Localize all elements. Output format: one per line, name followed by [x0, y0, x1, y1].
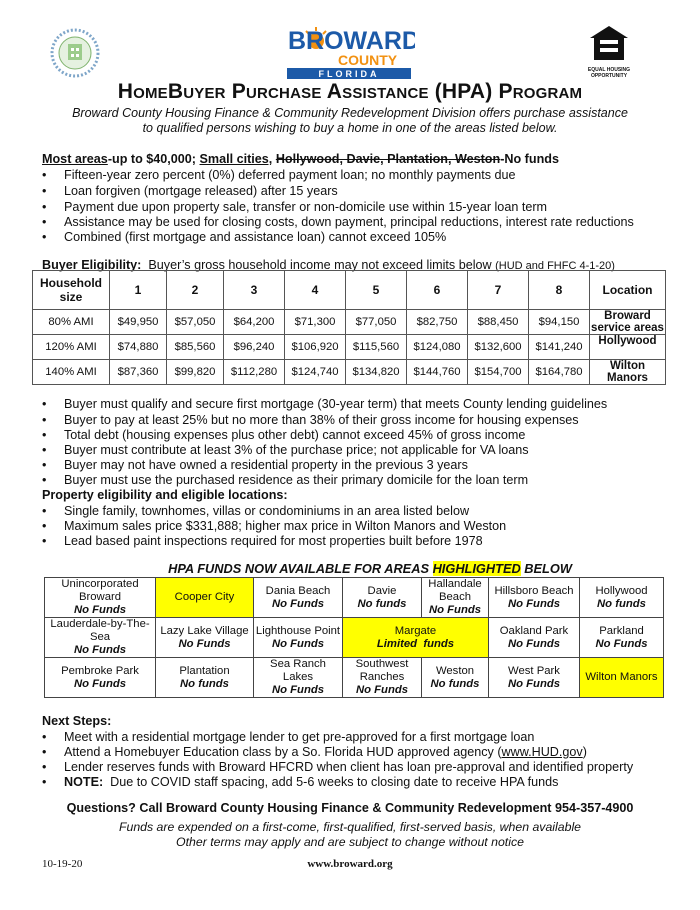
area-status: No funds — [597, 597, 646, 610]
note-label: NOTE: — [64, 775, 104, 789]
area-status: Limited funds — [376, 637, 455, 650]
table-header-cell: 2 — [167, 271, 224, 310]
table-row — [33, 335, 666, 360]
area-cell — [422, 578, 489, 618]
area-cell — [422, 658, 489, 698]
property-bullet: • Maximum sales price $331,888; higher max price in Wilton Manors and Weston — [64, 519, 506, 533]
next-step-bullet: • Meet with a residential mortgage lender to get pre-approved for a first mortgage loan — [64, 730, 534, 744]
intro-line-2: to qualified persons wishing to buy a home in one of the areas listed below. — [142, 121, 558, 135]
area-name: Hallandale Beach — [428, 578, 482, 603]
table-header-cell: 1 — [110, 271, 167, 310]
area-cell — [489, 658, 580, 698]
most-areas-line — [42, 152, 559, 166]
area-name: West Park — [508, 664, 560, 677]
area-name: Wilton Manors — [585, 671, 658, 683]
next-steps-heading: Next Steps: — [42, 714, 112, 728]
table-header-cell: 8 — [529, 271, 590, 310]
income-cell: $132,600 — [468, 335, 529, 360]
income-limits-table — [32, 270, 666, 385]
income-cell: $88,450 — [468, 310, 529, 335]
most-areas-label: Most areas — [42, 152, 108, 166]
area-name: Pembroke Park — [61, 664, 139, 677]
area-name: Davie — [367, 584, 397, 597]
area-status: No funds — [180, 677, 229, 690]
buyer-bullet: • Buyer may not have owned a residential property in the previous 3 years — [64, 458, 468, 472]
buyer-bullet: • Buyer must qualify and secure first mortgage (30-year term) that meets County lending guidelines — [64, 397, 607, 411]
area-cell — [254, 658, 343, 698]
funds-row — [45, 618, 664, 658]
area-status: No Funds — [507, 597, 561, 610]
area-cell — [45, 618, 156, 658]
income-cell: $77,050 — [346, 310, 407, 335]
income-cell: $87,360 — [110, 360, 167, 385]
buyer-bullet: • Total debt (housing expenses plus other debt) cannot exceed 45% of gross income — [64, 428, 525, 442]
income-cell: $96,240 — [224, 335, 285, 360]
area-cell — [489, 578, 580, 618]
area-cell — [156, 658, 254, 698]
eho-label: EQUAL HOUSING OPPORTUNITY — [587, 67, 631, 79]
area-status: No Funds — [355, 684, 409, 696]
hud-seal-logo — [50, 28, 100, 78]
area-name: Plantation — [179, 664, 230, 677]
no-funds-suffix: -No funds — [500, 152, 559, 166]
income-cell: $74,880 — [110, 335, 167, 360]
income-cell: $64,200 — [224, 310, 285, 335]
area-bullet: • Assistance may be used for closing costs, down payment, principal reductions, interest rate reductions — [64, 215, 634, 229]
questions-line: Questions? Call Broward County Housing Finance & Community Redevelopment 954-357-4900 — [66, 801, 634, 815]
ami-cell: 80% AMI — [33, 310, 110, 335]
table-header-cell: Household size — [33, 271, 110, 310]
area-name: Weston — [435, 664, 475, 677]
area-name: Dania Beach — [265, 584, 331, 597]
property-bullet: • Lead based paint inspections required for most properties built before 1978 — [64, 534, 483, 548]
area-name: Oakland Park — [499, 624, 569, 637]
income-cell: $112,280 — [224, 360, 285, 385]
funds-title-pre: HPA FUNDS NOW AVAILABLE FOR AREAS — [168, 561, 433, 576]
area-name: Hollywood — [595, 584, 648, 597]
income-cell: $115,560 — [346, 335, 407, 360]
equal-housing-logo — [582, 24, 636, 82]
ami-cell: 120% AMI — [33, 335, 110, 360]
area-cell — [580, 618, 664, 658]
area-status: No Funds — [428, 604, 482, 616]
income-cell: $94,150 — [529, 310, 590, 335]
buyer-bullet: • Buyer to pay at least 25% but no more than 38% of their gross income for housing expenses — [64, 413, 579, 427]
logo-word-florida: FLORIDA — [318, 69, 380, 79]
income-cell: $85,560 — [167, 335, 224, 360]
area-cell — [45, 658, 156, 698]
area-cell — [156, 618, 254, 658]
area-cell-highlighted — [343, 618, 489, 658]
location-cell: Hollywood — [590, 335, 666, 360]
area-bullet: • Loan forgiven (mortgage released) after 15 years — [64, 184, 338, 198]
table-header-cell: 4 — [285, 271, 346, 310]
area-bullet: • Fifteen-year zero percent (0%) deferred payment loan; no monthly payments due — [64, 168, 516, 182]
website-link[interactable]: www.broward.org — [307, 858, 393, 870]
income-cell: $57,050 — [167, 310, 224, 335]
income-cell: $164,780 — [529, 360, 590, 385]
area-status: No Funds — [73, 644, 127, 656]
location-cell: Wilton Manors — [590, 360, 666, 385]
area-cell — [343, 578, 422, 618]
area-bullet: • Payment due upon property sale, transfer or non-domicile use within 15-year loan term — [64, 200, 547, 214]
eligibility-text: Buyer’s gross household income may not exceed limits below — [141, 258, 496, 272]
area-cell — [489, 618, 580, 658]
funds-availability-grid — [44, 577, 664, 698]
area-cell — [343, 658, 422, 698]
income-cell: $144,760 — [407, 360, 468, 385]
footer-italic-2: Other terms may apply and are subject to change without notice — [176, 835, 524, 849]
table-header-cell: 5 — [346, 271, 407, 310]
funds-row — [45, 658, 664, 698]
funds-title-post: BELOW — [520, 561, 572, 576]
income-cell: $124,080 — [407, 335, 468, 360]
area-cell — [254, 618, 343, 658]
area-cell-highlighted — [580, 658, 664, 698]
income-cell: $141,240 — [529, 335, 590, 360]
area-name: Unincorporated Broward — [61, 578, 139, 603]
income-cell: $49,950 — [110, 310, 167, 335]
location-cell: Broward service areas — [591, 310, 664, 334]
funds-title — [0, 561, 700, 576]
income-cell: $71,300 — [285, 310, 346, 335]
area-status: No Funds — [271, 684, 325, 696]
most-areas-amount: -up to $40,000; — [107, 152, 200, 166]
logo-word-broward: BROWARD — [288, 27, 415, 55]
struck-cities: Hollywood, Davie, Plantation, Weston — [275, 152, 501, 166]
logo-word-county: COUNTY — [338, 52, 398, 68]
property-bullet: • Single family, townhomes, villas or condominiums in an area listed below — [64, 504, 469, 518]
funds-row — [45, 578, 664, 618]
area-name: Lazy Lake Village — [160, 624, 249, 637]
area-status: No Funds — [271, 637, 325, 650]
table-header-row — [33, 271, 666, 310]
income-cell: $99,820 — [167, 360, 224, 385]
hud-link[interactable]: www.HUD.gov — [501, 745, 583, 759]
funds-title-highlight: HIGHLIGHTED — [432, 561, 521, 576]
area-status: No Funds — [73, 677, 127, 690]
broward-county-logo — [285, 22, 415, 82]
area-status: No Funds — [178, 637, 231, 650]
area-cell — [580, 578, 664, 618]
area-status: No Funds — [507, 677, 561, 690]
area-status: No Funds — [595, 637, 648, 650]
next-step-bullet: • Lender reserves funds with Broward HFCRD when client has loan pre-approval and identified property — [64, 760, 633, 774]
area-bullet: • Combined (first mortgage and assistance loan) cannot exceed 105% — [64, 230, 446, 244]
income-cell: $134,820 — [346, 360, 407, 385]
next-step-text: ) — [582, 745, 587, 759]
area-name: Lauderdale-by-The-Sea — [50, 618, 150, 643]
area-name: Parkland — [599, 624, 644, 637]
next-step-text: Attend a Homebuyer Education class by a So. Florida HUD approved agency ( — [64, 745, 502, 759]
small-cities-label: Small cities, — [199, 152, 273, 166]
table-header-cell: 3 — [224, 271, 285, 310]
ami-cell: 140% AMI — [33, 360, 110, 385]
area-status: No Funds — [73, 604, 127, 616]
area-name: Sea Ranch Lakes — [270, 658, 326, 683]
table-header-cell: 7 — [468, 271, 529, 310]
page-title — [0, 80, 700, 104]
area-status: No funds — [357, 597, 407, 610]
area-status: No Funds — [271, 597, 325, 610]
income-cell: $106,920 — [285, 335, 346, 360]
buyer-bullet: • Buyer must contribute at least 3% of the purchase price; not applicable for VA loans — [64, 443, 529, 457]
area-name: Southwest Ranches — [355, 658, 409, 683]
footer-italic-1: Funds are expended on a first-come, first-qualified, first-served basis, when available — [118, 820, 582, 834]
area-cell — [254, 578, 343, 618]
table-row — [33, 360, 666, 385]
property-heading: Property eligibility and eligible locations: — [42, 488, 288, 502]
eligibility-source: (HUD and FHFC 4-1-20) — [495, 260, 615, 272]
next-step-bullet — [64, 775, 558, 789]
area-name: Cooper City — [174, 591, 235, 603]
title-text: HomeBuyer Purchase Assistance (HPA) Program — [117, 80, 583, 103]
eligibility-label: Buyer Eligibility: — [42, 258, 142, 272]
table-header-cell: 6 — [407, 271, 468, 310]
area-cell-highlighted — [156, 578, 254, 618]
next-step-bullet — [64, 745, 587, 759]
area-status: No Funds — [507, 637, 561, 650]
area-name: Lighthouse Point — [255, 624, 341, 637]
income-cell: $82,750 — [407, 310, 468, 335]
table-header-cell: Location — [590, 271, 666, 310]
document-date: 10-19-20 — [42, 858, 83, 870]
area-cell — [45, 578, 156, 618]
intro-line-1: Broward County Housing Finance & Community Redevelopment Division offers purchase assistance — [72, 106, 628, 120]
area-name: Margate — [394, 624, 437, 637]
table-row — [33, 310, 666, 335]
area-name: Hillsboro Beach — [494, 584, 574, 597]
income-cell: $154,700 — [468, 360, 529, 385]
area-status: No funds — [430, 677, 480, 690]
income-cell: $124,740 — [285, 360, 346, 385]
note-text: Due to COVID staff spacing, add 5-6 weeks to closing date to receive HPA funds — [103, 775, 559, 789]
buyer-bullet: • Buyer must use the purchased residence as their primary domicile for the loan term — [64, 473, 528, 487]
